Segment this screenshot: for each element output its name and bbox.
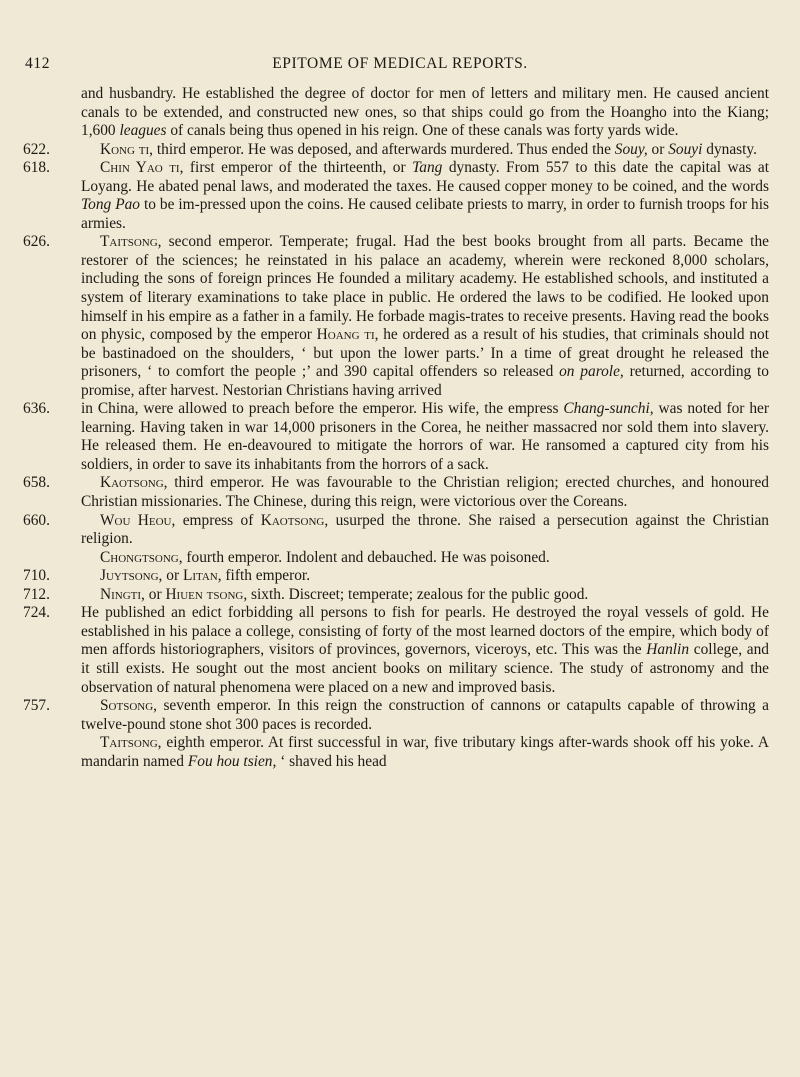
chronicle-entry <box>23 474 769 511</box>
page-header <box>0 55 800 75</box>
entry-text: and husbandry. He established the degree of doctor for men of letters and military men. He caused ancient canals to be extended, and constructed new ones, so that ships could go from the Hoangho into the Kiang; 1,600 <box>81 85 769 140</box>
italic-term: leagues <box>119 122 167 140</box>
ruler-name: Taitsong, <box>100 734 162 752</box>
ruler-name: Hiuen tsong, <box>165 585 248 603</box>
entry-year: 710. <box>23 567 50 585</box>
entry-text: ‘ shaved his head <box>276 752 387 770</box>
entry-text: third emperor. He was deposed, and afterwards murdered. Thus ended the <box>153 140 615 158</box>
entry-text: college, and it still exists. He sought out the most ancient books on military science. The study of astronomy and the observation of natural phenomena were placed on a new and improved basis. <box>81 641 769 696</box>
entry-text: was noted for her learning. Having taken in war 14,000 prisoners in the Corea, he neither massacred nor sold them into slavery. He released them. He en-deavoured to mitigate the horrors of war. He ransomed a captured city from his soldiers, in order to save its inhabitants from the horrors of a sack. <box>81 400 769 473</box>
ruler-name: Sotsong, <box>100 697 158 715</box>
entry-year: 622. <box>23 140 50 158</box>
ruler-name: Chongtsong, <box>100 548 183 566</box>
chronicle-entry <box>23 140 769 160</box>
ruler-name: Wou Heou, <box>100 511 176 529</box>
chronicle-entry <box>23 400 769 474</box>
entry-year: 724. <box>23 604 50 622</box>
entry-text: first emperor of the thirteenth, or <box>183 159 413 177</box>
ruler-name: Chin Yao ti, <box>100 159 184 177</box>
ruler-name: Litan, <box>182 567 222 585</box>
entry-year: 618. <box>23 159 50 177</box>
entry-year: 658. <box>23 474 50 492</box>
entry-text: or <box>162 567 183 585</box>
entry-text: of canals being thus opened in his reign. One of these canals was forty yards wide. <box>166 122 679 140</box>
ruler-name: Kong ti, <box>100 140 154 158</box>
entry-text: dynasty. From 557 to this date the capital was at Loyang. He abated penal laws, and moderated the taxes. He caused copper money to be coined, and the words <box>81 159 769 195</box>
italic-term: Tong Pao <box>81 196 140 214</box>
ruler-name: Kaotsong, <box>260 511 329 529</box>
chronicle-entry <box>23 604 769 697</box>
ruler-name: Taitsong, <box>100 233 162 251</box>
page-number: 412 <box>25 55 51 72</box>
running-title: EPITOME OF MEDICAL REPORTS. <box>272 55 528 72</box>
entry-text: seventh emperor. In this reign the construction of cannons or catapults capable of throwing a twelve-pound stone shot 300 paces is recorded. <box>81 697 769 733</box>
italic-term: Tang <box>412 159 443 177</box>
entry-text: or <box>647 140 669 158</box>
entry-year: 626. <box>23 233 50 251</box>
entry-text: fifth emperor. <box>221 567 311 585</box>
entry-year: 757. <box>23 697 50 715</box>
entry-text: third emperor. He was favourable to the Christian religion; erected churches, and honoured Christian missionaries. The Chinese, during this reign, were victorious over the Coreans. <box>81 474 769 511</box>
entry-text: eighth emperor. At first successful in war, five tributary kings after-wards shook off his yoke. A mandarin named <box>81 734 769 770</box>
italic-term: Hanlin <box>646 641 690 659</box>
entry-text: dynasty. <box>702 140 757 158</box>
italic-term: Souyi <box>668 140 703 158</box>
italic-term: Souy, <box>614 140 648 158</box>
ruler-name: Kaotsong, <box>100 474 168 492</box>
body-text <box>23 85 769 771</box>
entry-text: he ordered as a result of his studies, that criminals should not be bastinadoed on the shoulders, ‘ but upon the lower parts.’ In a time of great drought he released the prisoners, ‘ to comfort the people ;’ and 390 capital offenders so released <box>81 326 769 381</box>
entry-year: 712. <box>23 585 50 603</box>
entry-text: or <box>144 585 166 603</box>
italic-term: Chang-sunchi, <box>563 400 654 418</box>
chronicle-entry <box>81 85 769 141</box>
ruler-name: Ningti, <box>100 585 145 603</box>
italic-term: on parole, <box>559 363 624 381</box>
entry-text: usurped the throne. She raised a persecution against the Christian religion. <box>81 511 769 548</box>
entry-text: fourth emperor. Indolent and debauched. He was poisoned. <box>182 548 550 566</box>
chronicle-entry <box>81 734 769 771</box>
entry-text: sixth. Discreet; temperate; zealous for the public good. <box>247 585 589 603</box>
chronicle-entry <box>23 511 769 549</box>
chronicle-entry <box>23 697 769 734</box>
entry-text: returned, according to promise, after harvest. Nestorian Christians having arrived <box>81 363 769 399</box>
entry-text: He published an edict forbidding all persons to fish for pearls. He destroyed the royal vessels of gold. He established in his palace a college, consisting of forty of the most learned doctors of the empire, which body of men affords historiographers, visitors of provinces, governors, viceroys, etc. This was the <box>81 604 769 659</box>
italic-term: Fou hou tsien, <box>187 752 277 770</box>
chronicle-entry <box>23 159 769 233</box>
ruler-name: Hoang ti, <box>316 326 379 344</box>
entry-text: in China, were allowed to preach before the emperor. His wife, the empress <box>81 400 564 418</box>
chronicle-entry <box>23 585 769 605</box>
chronicle-entry <box>23 233 769 400</box>
entry-year: 636. <box>23 400 50 418</box>
entry-text: second emperor. Temperate; frugal. Had the best books brought from all parts. Became the restorer of the sciences; he reinstated in his palace an academy, wherein were reckoned 8,000 scholars, including the sons of foreign princes He founded a military academy. He established schools, and instituted a system of literary examinations to take place in public. He ordered the laws to be codified. He looked upon himself in his empire as a father in a family. He forbade magis-trates to receive presents. Having read the books on physic, composed by the emperor <box>81 233 769 344</box>
entry-text: empress of <box>175 511 261 529</box>
chronicle-entry <box>81 549 769 568</box>
chronicle-entry <box>23 567 769 586</box>
entry-text: to be im-pressed upon the coins. He caused celibate priests to marry, in order to furnish troops for his armies. <box>81 196 769 232</box>
ruler-name: Juytsong, <box>100 567 163 585</box>
entry-year: 660. <box>23 511 50 529</box>
